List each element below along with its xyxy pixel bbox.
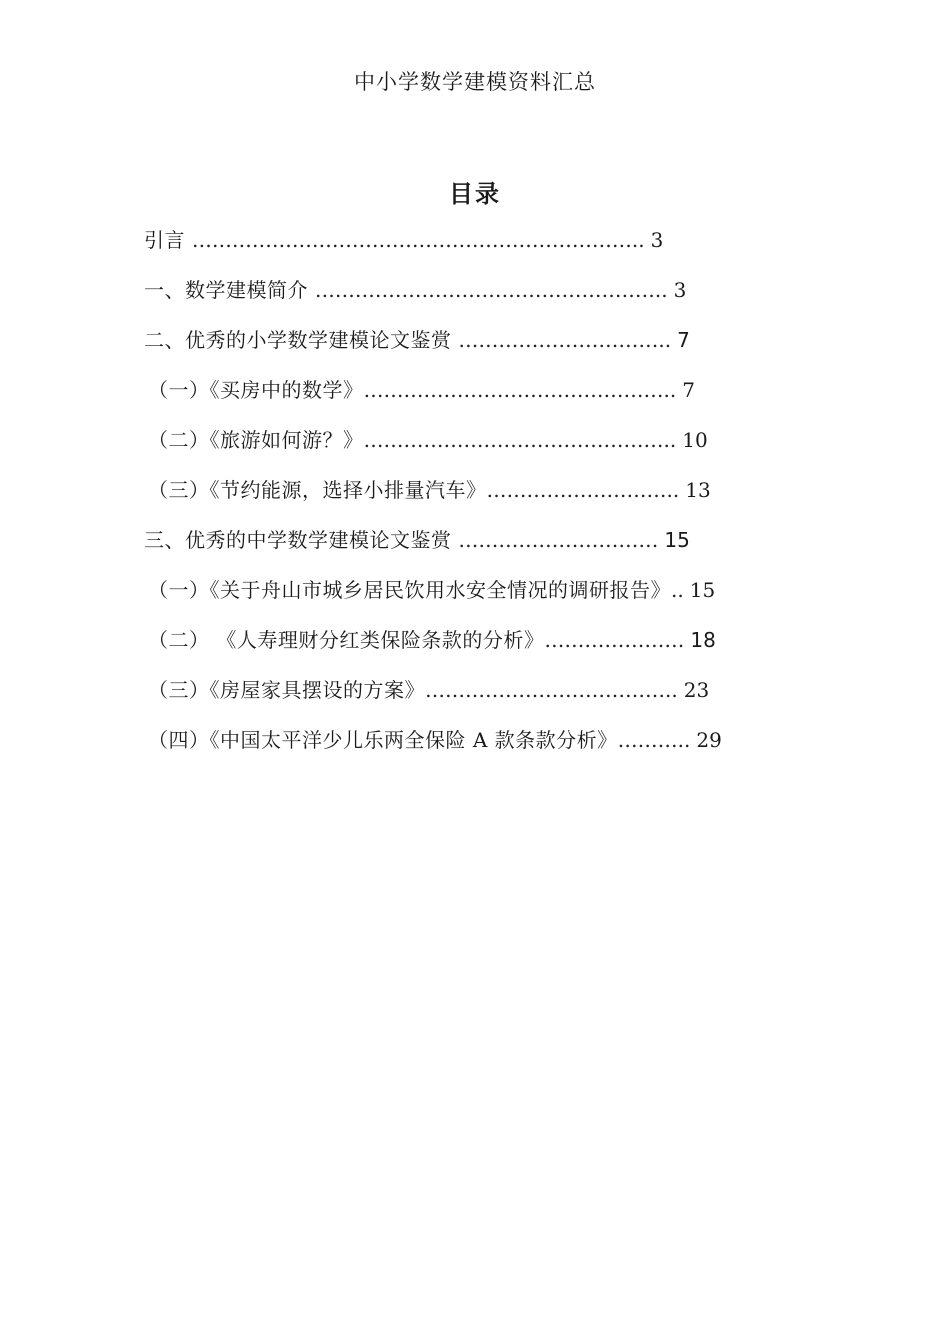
toc-entry-chapter-3[interactable] (144, 522, 690, 558)
toc-entry-introduction[interactable] (144, 222, 663, 258)
toc-leader-dots: ……………………………………….. (363, 378, 677, 402)
toc-entry-text: （一）《关于舟山市城乡居民饮用水安全情况的调研报告》 (148, 578, 671, 602)
toc-leader-dots: ………………………… (458, 528, 659, 552)
toc-entry-section-3-3[interactable] (148, 672, 709, 708)
toc-entry-chapter-1[interactable] (144, 272, 686, 308)
toc-entry-text: （二） 《人寿理财分红类保险条款的分析》 (148, 628, 545, 652)
toc-leader-dots: ……….. (617, 728, 691, 752)
toc-entry-section-3-1[interactable] (148, 572, 715, 608)
toc-entry-text: 一、数学建模简介 (144, 278, 315, 302)
toc-page-number: 29 (696, 728, 722, 752)
toc-entry-text: 引言 (144, 228, 192, 252)
toc-page-number: 7 (677, 328, 690, 352)
toc-entry-text: （三）《节约能源，选择小排量汽车》 (148, 478, 487, 502)
toc-leader-dots: ………………………………………………………….. (191, 228, 645, 252)
toc-page-number: 7 (682, 378, 695, 402)
toc-entry-section-2-1[interactable] (148, 372, 695, 408)
toc-leader-dots: ………………… (544, 628, 685, 652)
toc-entry-section-2-3[interactable] (148, 472, 711, 508)
toc-entry-text: （二）《旅游如何游？》 (148, 428, 364, 452)
toc-page-number: 15 (689, 578, 716, 602)
toc-entry-text: （一）《买房中的数学》 (148, 378, 364, 402)
toc-entry-text: 三、优秀的中学数学建模论文鉴赏 (144, 528, 459, 552)
toc-entry-text: 二、优秀的小学数学建模论文鉴赏 (144, 328, 459, 352)
toc-entry-text: （三）《房屋家具摆设的方案》 (148, 678, 425, 702)
toc-leader-dots: ………………………….. (458, 328, 672, 352)
toc-leader-dots: …………………………………………….. (314, 278, 668, 302)
toc-leader-dots: ……………………….. (486, 478, 680, 502)
toc-page-number: 3 (650, 228, 664, 252)
toc-entry-section-3-4[interactable] (148, 722, 722, 758)
toc-page-number: 3 (673, 278, 687, 302)
toc-leader-dots: .. (671, 578, 684, 602)
toc-entry-section-3-2[interactable] (148, 622, 716, 658)
toc-entry-chapter-2[interactable] (144, 322, 690, 358)
toc-entry-section-2-2[interactable] (148, 422, 708, 458)
toc-leader-dots: ……………………………………….. (363, 428, 677, 452)
toc-page-number: 13 (685, 478, 711, 502)
toc-leader-dots: ……………………………….. (425, 678, 678, 702)
toc-page-number: 23 (683, 678, 710, 702)
toc-entry-text: （四）《中国太平洋少儿乐两全保险 A 款条款分析》 (148, 728, 618, 752)
toc-page-number: 15 (664, 528, 690, 552)
toc-title: 目录 (449, 180, 501, 208)
toc-page-number: 10 (682, 428, 708, 452)
document-header: 中小学数学建模资料汇总 (354, 70, 596, 94)
toc-page-number: 18 (690, 628, 716, 652)
